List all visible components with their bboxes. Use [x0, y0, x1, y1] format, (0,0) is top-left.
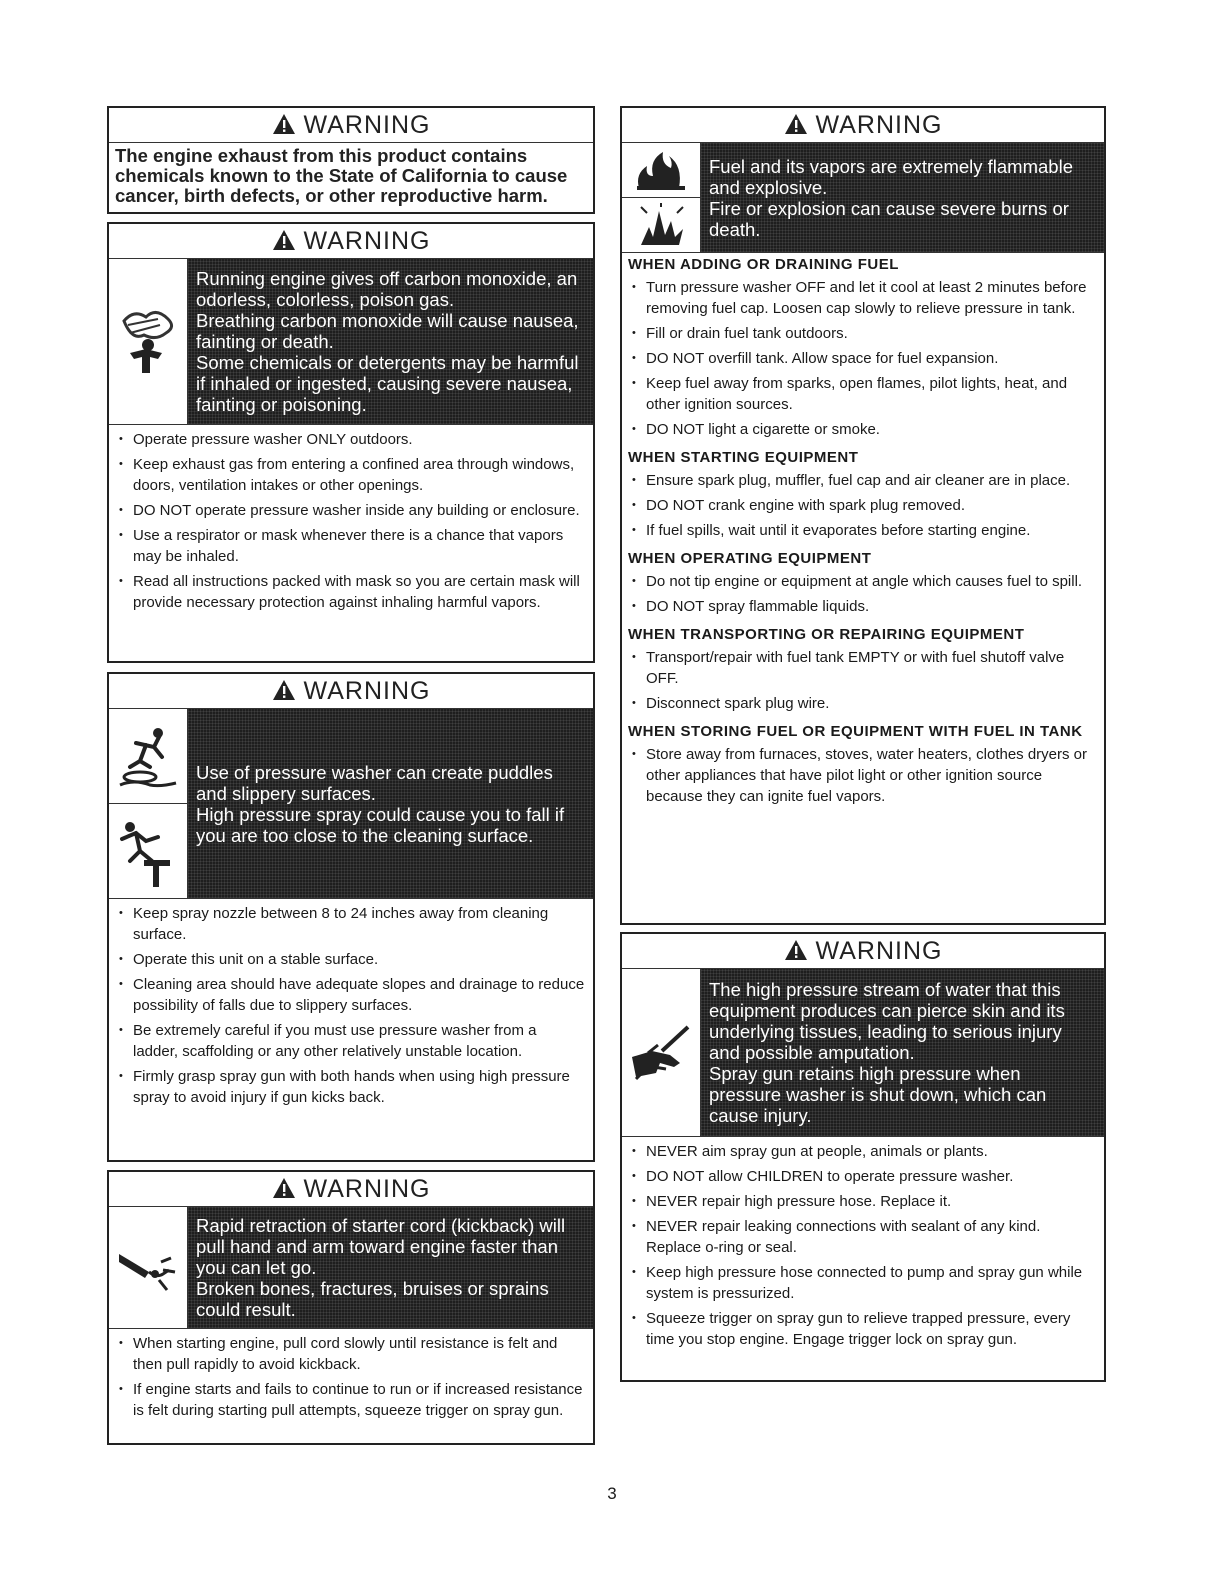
- warning-header: WARNING: [622, 934, 1104, 969]
- list-item: • NEVER repair leaking connections with sealant of any kind. Replace o-ring or seal.: [630, 1216, 1096, 1258]
- list-item: • Turn pressure washer OFF and let it cool at least 2 minutes before removing fuel cap. Loosen cap slowly to relieve pressure in tank.: [630, 277, 1096, 319]
- list-item: • DO NOT spray flammable liquids.: [630, 596, 1096, 617]
- hazard-line: Running engine gives off carbon monoxide, an odorless, colorless, poison gas.: [196, 268, 578, 310]
- hazard-line: Broken bones, fractures, bruises or sprains could result.: [196, 1278, 549, 1320]
- carbon-monoxide-warning-box: [107, 222, 595, 663]
- list-item: • Operate pressure washer ONLY outdoors.: [117, 429, 585, 450]
- hazard-line: Use of pressure washer can create puddles and slippery surfaces.: [196, 761, 553, 804]
- storing-fuel-list: [622, 742, 1104, 813]
- list-item: • Keep spray nozzle between 8 to 24 inches away from cleaning surface.: [117, 903, 585, 945]
- hazard-banner: [622, 969, 1104, 1137]
- list-item: • Operate this unit on a stable surface.: [117, 949, 585, 970]
- hazard-line: Spray gun retains high pressure when pressure washer is shut down, which can cause injury.: [709, 1063, 1047, 1126]
- list-item: • Squeeze trigger on spray gun to relieve trapped pressure, every time you stop engine. Engage trigger lock on spray gun.: [630, 1308, 1096, 1350]
- hazard-line: Breathing carbon monoxide will cause nausea, fainting or death.: [196, 310, 579, 352]
- slip-hazard-text: [188, 709, 593, 898]
- section-title: WHEN ADDING OR DRAINING FUEL: [628, 256, 899, 273]
- list-item: • Be extremely careful if you must use pressure washer from a ladder, scaffolding or any other relatively unstable location.: [117, 1020, 585, 1062]
- section-title: WHEN OPERATING EQUIPMENT: [628, 550, 872, 567]
- list-item: • NEVER repair high pressure hose. Replace it.: [630, 1191, 1096, 1212]
- injection-bullet-list: [622, 1137, 1104, 1356]
- warning-header: WARNING: [109, 108, 593, 143]
- warning-header: WARNING: [109, 224, 593, 259]
- spray-into-hand-icon: [622, 969, 700, 1136]
- list-item: • DO NOT allow CHILDREN to operate pressure washer.: [630, 1166, 1096, 1187]
- section-title: WHEN STORING FUEL OR EQUIPMENT WITH FUEL IN TANK: [628, 723, 1083, 740]
- list-item: • When starting engine, pull cord slowly until resistance is felt and then pull rapidly to avoid kickback.: [117, 1333, 585, 1375]
- falling-person-icon: [109, 804, 187, 898]
- california-warning-box: [107, 106, 595, 214]
- fire-icon: [622, 143, 700, 198]
- icon-column: [622, 143, 701, 252]
- list-item: • Transport/repair with fuel tank EMPTY or with fuel shutoff valve OFF.: [630, 647, 1096, 689]
- starting-equipment-list: [622, 468, 1104, 547]
- list-item: • Keep fuel away from sparks, open flames, pilot lights, heat, and other ignition sources.: [630, 373, 1096, 415]
- list-item: • Firmly grasp spray gun with both hands when using high pressure spray to avoid injury if gun kicks back.: [117, 1066, 585, 1108]
- warning-header: WARNING: [109, 674, 593, 709]
- list-item: • Do not tip engine or equipment at angle which causes fuel to spill.: [630, 571, 1096, 592]
- starter-cord-kickback-icon: [109, 1207, 187, 1328]
- list-item: • Keep high pressure hose connected to pump and spray gun while system is pressurized.: [630, 1262, 1096, 1304]
- hazard-line: Some chemicals or detergents may be harmful if inhaled or ingested, causing severe nausea, fainting or poisoning.: [196, 352, 579, 415]
- warning-triangle-icon: [784, 936, 808, 970]
- warning-header: WARNING: [622, 108, 1104, 143]
- section-title: WHEN TRANSPORTING OR REPAIRING EQUIPMENT: [628, 626, 1025, 643]
- list-item: • Cleaning area should have adequate slopes and drainage to reduce possibility of falls due to slippery surfaces.: [117, 974, 585, 1016]
- warning-triangle-icon: [272, 226, 296, 260]
- hazard-banner: [622, 143, 1104, 253]
- list-item: • Read all instructions packed with mask so you are certain mask will provide necessary protection against inhaling harmful vapors.: [117, 571, 585, 613]
- list-item: • Store away from furnaces, stoves, water heaters, clothes dryers or other appliances that have pilot light or other ignition source because they can ignite fuel vapors.: [630, 744, 1096, 807]
- hazard-banner: [109, 709, 593, 899]
- kickback-hazard-text: [188, 1207, 593, 1328]
- co-bullet-list: [109, 425, 593, 619]
- list-item: • DO NOT operate pressure washer inside any building or enclosure.: [117, 500, 585, 521]
- warning-triangle-icon: [784, 110, 808, 144]
- toxic-fumes-person-icon: [109, 259, 187, 424]
- hazard-line: Fuel and its vapors are extremely flammable and explosive.: [709, 155, 1073, 198]
- list-item: • DO NOT light a cigarette or smoke.: [630, 419, 1096, 440]
- list-item: • Use a respirator or mask whenever there is a chance that vapors may be inhaled.: [117, 525, 585, 567]
- slip-warning-box: [107, 672, 595, 1162]
- hazard-line: Rapid retraction of starter cord (kickback) will pull hand and arm toward engine faster than you can let go.: [196, 1215, 566, 1278]
- warning-triangle-icon: [272, 1174, 296, 1208]
- hazard-banner: [109, 259, 593, 425]
- co-hazard-text: [188, 259, 593, 424]
- hazard-banner: [109, 1207, 593, 1329]
- section-title: WHEN STARTING EQUIPMENT: [628, 449, 859, 466]
- list-item: • Fill or drain fuel tank outdoors.: [630, 323, 1096, 344]
- warning-header: WARNING: [109, 1172, 593, 1207]
- icon-column: [109, 709, 188, 898]
- explosion-icon: [622, 198, 700, 252]
- list-item: • Disconnect spark plug wire.: [630, 693, 1096, 714]
- fuel-hazard-text: [701, 143, 1104, 252]
- injection-hazard-text: [701, 969, 1104, 1136]
- list-item: • DO NOT overfill tank. Allow space for fuel expansion.: [630, 348, 1096, 369]
- kickback-bullet-list: [109, 1329, 593, 1427]
- california-text: The engine exhaust from this product contains chemicals known to the State of California to cause cancer, birth defects, or other reproductive harm.: [115, 145, 568, 206]
- adding-fuel-list: [622, 275, 1104, 446]
- list-item: • NEVER aim spray gun at people, animals or plants.: [630, 1141, 1096, 1162]
- list-item: • Ensure spark plug, muffler, fuel cap and air cleaner are in place.: [630, 470, 1096, 491]
- hazard-line: High pressure spray could cause you to fall if you are too close to the cleaning surface.: [196, 803, 565, 846]
- warning-triangle-icon: [272, 110, 296, 144]
- icon-column: [109, 259, 188, 424]
- warning-triangle-icon: [272, 676, 296, 710]
- slip-bullet-list: [109, 899, 593, 1114]
- page-number: 3: [607, 1484, 617, 1503]
- operating-equipment-list: [622, 569, 1104, 623]
- list-item: • Keep exhaust gas from entering a confined area through windows, doors, ventilation intakes or other openings.: [117, 454, 585, 496]
- list-item: • If engine starts and fails to continue to run or if increased resistance is felt during starting pull attempts, squeeze trigger on spray gun.: [117, 1379, 585, 1421]
- hazard-line: The high pressure stream of water that this equipment produces can pierce skin and its underlying tissues, leading to serious injury and possible amputation.: [709, 979, 1065, 1063]
- icon-column: [109, 1207, 188, 1328]
- list-item: • If fuel spills, wait until it evaporates before starting engine.: [630, 520, 1096, 541]
- fuel-warning-box: [620, 106, 1106, 925]
- icon-column: [622, 969, 701, 1136]
- injection-warning-box: [620, 932, 1106, 1382]
- slipping-person-icon: [109, 709, 187, 804]
- transporting-equipment-list: [622, 645, 1104, 720]
- kickback-warning-box: [107, 1170, 595, 1445]
- hazard-line: Fire or explosion can cause severe burns or death.: [709, 197, 1069, 240]
- list-item: • DO NOT crank engine with spark plug removed.: [630, 495, 1096, 516]
